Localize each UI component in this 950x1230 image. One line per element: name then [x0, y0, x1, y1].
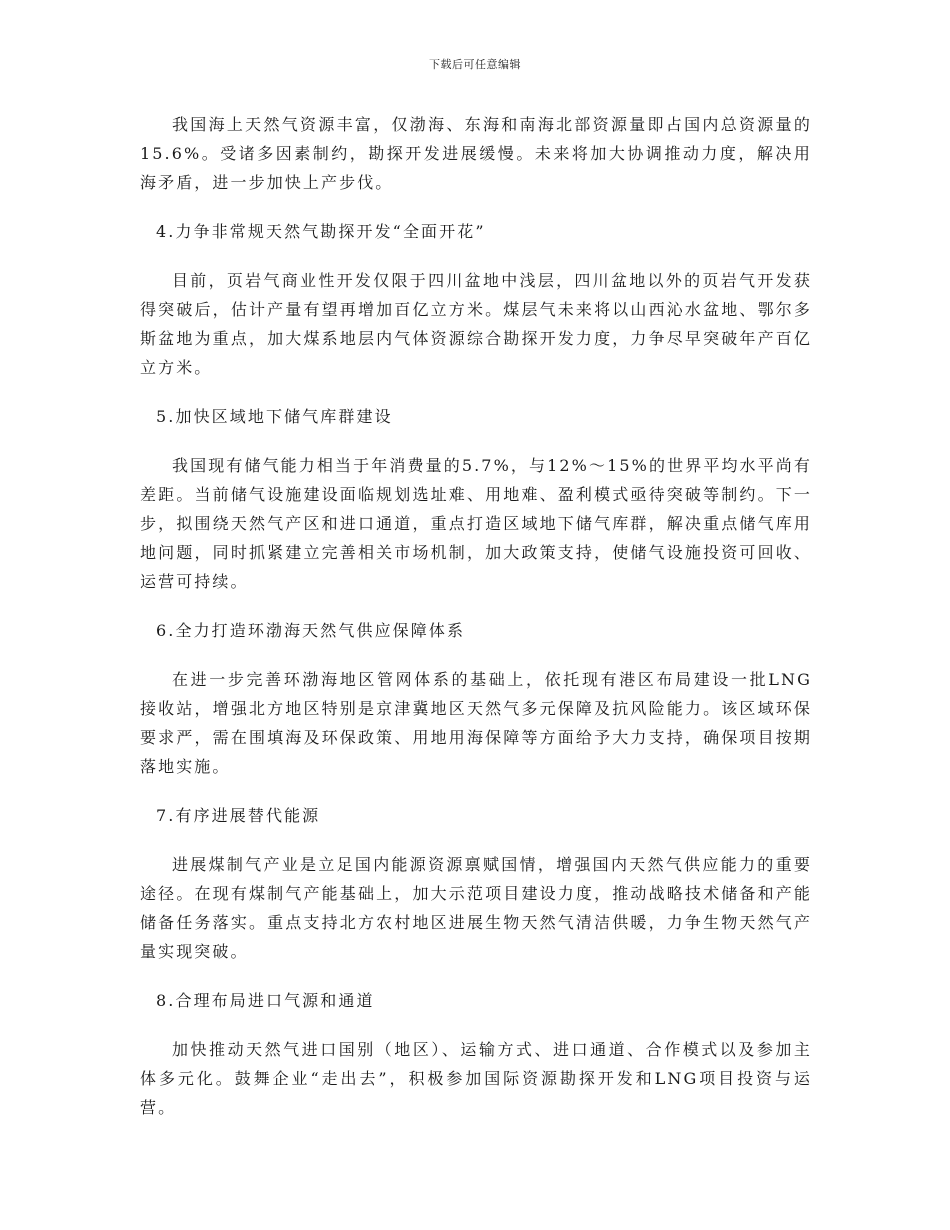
- page-header: 下载后可任意编辑: [429, 58, 521, 71]
- paragraph-alternative-energy: 进展煤制气产业是立足国内能源资源禀赋国情，增强国内天然气供应能力的重要途径。在现有煤制气产能基础上，加大示范项目建设力度，推动战略技术储备和产能储备任务落实。重点支持北方农村地区进展生物天然气清洁供暖，力争生物天然气产量实现突破。: [140, 855, 812, 961]
- paragraph-gas-storage: 我国现有储气能力相当于年消费量的5.7%，与12%～15%的世界平均水平尚有差距。当前储气设施建设面临规划选址难、用地难、盈利模式亟待突破等制约。下一步，拟围绕天然气产区和进口通道，重点打造区域地下储气库群，解决重点储气库用地问题，同时抓紧建立完善相关市场机制，加大政策支持，使储气设施投资可回收、运营可持续。: [140, 456, 812, 591]
- paragraph-offshore-gas: 我国海上天然气资源丰富，仅渤海、东海和南海北部资源量即占国内总资源量的15.6%。受诸多因素制约，勘探开发进展缓慢。未来将加大协调推动力度，解决用海矛盾，进一步加快上产步伐。: [140, 115, 812, 192]
- paragraph-bohai-supply: 在进一步完善环渤海地区管网体系的基础上，依托现有港区布局建设一批LNG接收站，增强北方地区特别是京津冀地区天然气多元保障及抗风险能力。该区域环保要求严，需在围填海及环保政策、用地用海保障等方面给予大力支持，确保项目按期落地实施。: [140, 670, 812, 776]
- paragraph-import-sources: 加快推动天然气进口国别（地区）、运输方式、进口通道、合作模式以及参加主体多元化。鼓舞企业“走出去”，积极参加国际资源勘探开发和LNG项目投资与运营。: [140, 1040, 812, 1117]
- section-heading-5: 5.加快区域地下储气库群建设: [156, 407, 393, 426]
- section-heading-6: 6.全力打造环渤海天然气供应保障体系: [156, 621, 466, 640]
- section-heading-8: 8.合理布局进口气源和通道: [156, 991, 375, 1010]
- paragraph-unconventional-gas: 目前，页岩气商业性开发仅限于四川盆地中浅层，四川盆地以外的页岩气开发获得突破后，估计产量有望再增加百亿立方米。煤层气未来将以山西沁水盆地、鄂尔多斯盆地为重点，加大煤系地层内气体资源综合勘探开发力度，力争尽早突破年产百亿立方米。: [140, 271, 812, 377]
- document-body: [140, 110, 812, 1142]
- section-heading-7: 7.有序进展替代能源: [156, 806, 321, 825]
- section-heading-4: 4.力争非常规天然气勘探开发“全面开花”: [156, 222, 486, 241]
